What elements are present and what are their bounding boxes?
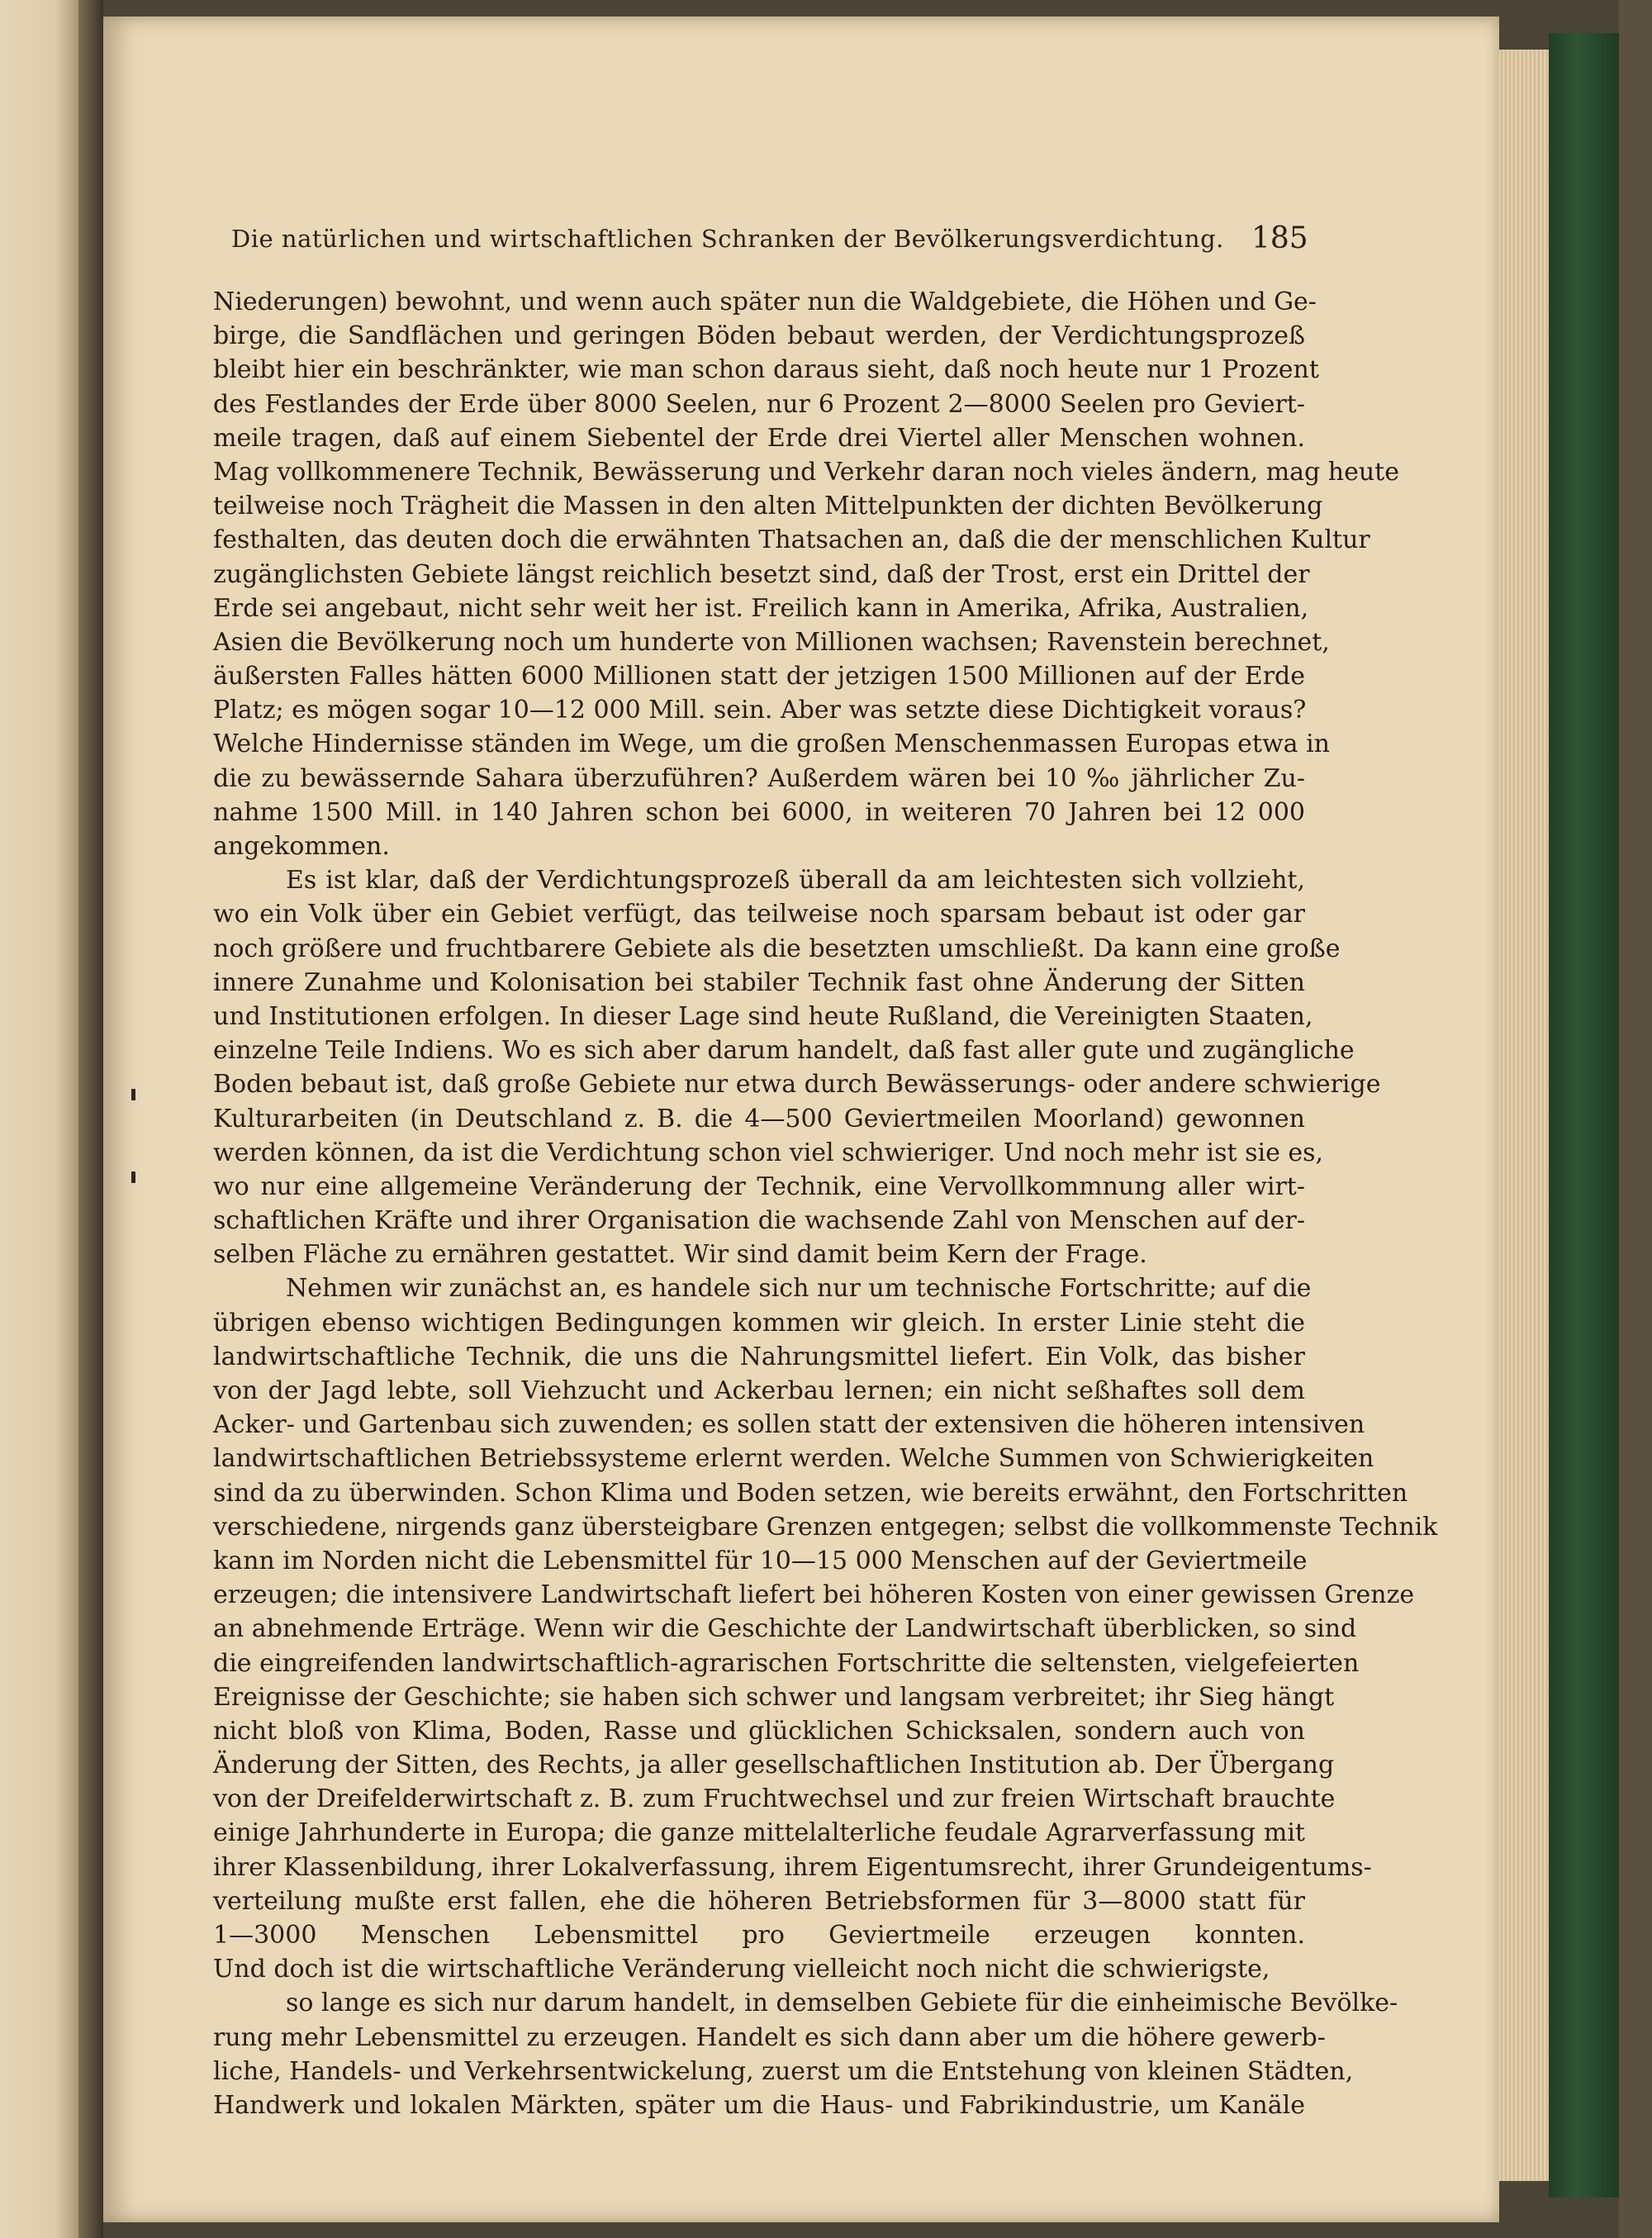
paragraph-start: so lange es sich nur darum handelt, in demselben Gebiete für die einheimische Bevölke-: [286, 1989, 1398, 2018]
text-line: wo nur eine allgemeine Veränderung der Technik, eine Vervollkommnung aller wirt-: [213, 1171, 1305, 1201]
text-line: festhalten, das deuten doch die erwähnten Thatsachen an, daß die der menschlichen Kultur: [213, 525, 1370, 555]
paragraph-start: Es ist klar, daß der Verdichtungsprozeß überall da am leichtesten sich vollzieht,: [286, 866, 1305, 896]
text-line: bleibt hier ein beschränkter, wie man schon daraus sieht, daß noch heute nur 1 Prozent: [213, 355, 1319, 385]
text-line: ihrer Klassenbildung, ihrer Lokalverfassung, ihrem Eigentumsrecht, ihrer Grundeigentums-: [213, 1852, 1372, 1882]
page-number: 185: [1251, 221, 1308, 255]
text-line: Niederungen) bewohnt, und wenn auch später nun die Waldgebiete, die Höhen und Ge-: [213, 287, 1317, 316]
text-line: Ereignisse der Geschichte; sie haben sich schwer und langsam verbreitet; ihr Sieg hängt: [213, 1682, 1335, 1712]
text-line: noch größere und fruchtbarere Gebiete als die besetzten umschließt. Da kann eine große: [213, 934, 1341, 963]
text-line: Platz; es mögen sogar 10—12 000 Mill. sein. Aber was setzte diese Dichtigkeit voraus?: [213, 696, 1307, 725]
margin-mark: [131, 1089, 135, 1100]
text-line: an abnehmende Erträge. Wenn wir die Geschichte der Landwirtschaft überblicken, so sind: [213, 1614, 1357, 1644]
text-line: einige Jahrhunderte in Europa; die ganze mittelalterliche feudale Agrarverfassung mit: [213, 1818, 1305, 1848]
text-line: übrigen ebenso wichtigen Bedingungen kommen wir gleich. In erster Linie steht die: [213, 1308, 1305, 1338]
text-line: birge, die Sandflächen und geringen Böden bebaut werden, der Verdichtungsprozeß: [213, 321, 1305, 351]
text-line: Handwerk und lokalen Märkten, später um die Haus- und Fabrikindustrie, um Kanäle: [213, 2090, 1305, 2120]
running-head: [0, 221, 1652, 261]
text-line: wo ein Volk über ein Gebiet verfügt, das teilweise noch sparsam bebaut ist oder gar: [213, 900, 1305, 929]
text-line: Asien die Bevölkerung noch um hunderte von Millionen wachsen; Ravenstein berechnet,: [213, 627, 1330, 657]
text-line: Mag vollkommenere Technik, Bewässerung und Verkehr daran noch vieles ändern, mag heute: [213, 457, 1399, 487]
text-line: einzelne Teile Indiens. Wo es sich aber darum handelt, daß fast aller gute und zugängliche: [213, 1036, 1355, 1066]
text-line: Welche Hindernisse ständen im Wege, um die großen Menschenmassen Europas etwa in: [213, 729, 1330, 759]
text-line: Und doch ist die wirtschaftliche Veränderung vielleicht noch nicht die schwierigste,: [213, 1955, 1270, 1984]
text-line: sind da zu überwinden. Schon Klima und Boden setzen, wie bereits erwähnt, den Fortschritten: [213, 1478, 1408, 1508]
text-line: die zu bewässernde Sahara überzuführen? Außerdem wären bei 10 ‰ jährlicher Zu-: [213, 763, 1305, 793]
text-line: verschiedene, nirgends ganz übersteigbare Grenzen entgegen; selbst die vollkommenste Technik: [213, 1512, 1438, 1542]
text-line: von der Dreifelderwirtschaft z. B. zum Fruchtwechsel und zur freien Wirtschaft brauchte: [213, 1784, 1336, 1814]
text-line: Erde sei angebaut, nicht sehr weit her ist. Freilich kann in Amerika, Afrika, Australien,: [213, 593, 1309, 623]
text-line: nahme 1500 Mill. in 140 Jahren schon bei 6000, in weiteren 70 Jahren bei 12 000: [213, 797, 1305, 827]
text-line: Kulturarbeiten (in Deutschland z. B. die 4—500 Geviertmeilen Moorland) gewonnen: [213, 1104, 1305, 1133]
text-line: die eingreifenden landwirtschaftlich-agrarischen Fortschritte die seltensten, vielgefeierten: [213, 1648, 1360, 1678]
text-line: Boden bebaut ist, daß große Gebiete nur etwa durch Bewässerungs- oder andere schwierige: [213, 1070, 1381, 1100]
paragraph-start: Nehmen wir zunächst an, es handele sich nur um technische Fortschritte; auf die: [286, 1274, 1312, 1304]
text-line: landwirtschaftliche Technik, die uns die Nahrungsmittel liefert. Ein Volk, das bisher: [213, 1342, 1305, 1371]
text-line: teilweise noch Trägheit die Massen in den alten Mittelpunkten der dichten Bevölkerung: [213, 492, 1323, 521]
text-line: werden können, da ist die Verdichtung schon viel schwieriger. Und noch mehr ist sie es,: [213, 1138, 1324, 1167]
margin-mark: [131, 1171, 135, 1183]
text-line: nicht bloß von Klima, Boden, Rasse und glücklichen Schicksalen, sondern auch von: [213, 1716, 1305, 1746]
text-line: Änderung der Sitten, des Rechts, ja aller gesellschaftlichen Institution ab. Der Übergang: [213, 1751, 1335, 1780]
text-line: [213, 2122, 1305, 2156]
text-line: schaftlichen Kräfte und ihrer Organisation die wachsende Zahl von Menschen auf der-: [213, 1206, 1305, 1236]
text-line: des Festlandes der Erde über 8000 Seelen, nur 6 Prozent 2—8000 Seelen pro Geviert-: [213, 389, 1305, 419]
text-line: zugänglichsten Gebiete längst reichlich besetzt sind, daß der Trost, erst ein Drittel der: [213, 559, 1310, 589]
text-line: verteilung mußte erst fallen, ehe die höheren Betriebsformen für 3—8000 statt für: [213, 1886, 1305, 1916]
text-line: äußersten Falles hätten 6000 Millionen statt der jetzigen 1500 Millionen auf der Erde: [213, 662, 1305, 691]
text-line: selben Fläche zu ernähren gestattet. Wir sind damit beim Kern der Frage.: [213, 1240, 1147, 1270]
text-line: von der Jagd lebte, soll Viehzucht und Ackerbau lernen; ein nicht seßhaftes soll dem: [213, 1376, 1305, 1405]
text-line: Acker- und Gartenbau sich zuwenden; es sollen statt der extensiven die höheren intensiven: [213, 1410, 1365, 1440]
page-edges: [1499, 50, 1549, 2181]
text-line: kann im Norden nicht die Lebensmittel für 10—15 000 Menschen auf der Geviertmeile: [213, 1546, 1308, 1575]
body-text: [213, 285, 1438, 2156]
text-line: meile tragen, daß auf einem Siebentel der Erde drei Viertel aller Menschen wohnen.: [213, 423, 1305, 453]
book-cover: [1549, 33, 1619, 2198]
text-line: und Institutionen erfolgen. In dieser Lage sind heute Rußland, die Vereinigten Staaten,: [213, 1001, 1313, 1031]
text-line: landwirtschaftlichen Betriebssysteme erlernt werden. Welche Summen von Schwierigkeiten: [213, 1444, 1374, 1474]
text-line: erzeugen; die intensivere Landwirtschaft liefert bei höheren Kosten von einer gewissen Grenze: [213, 1580, 1415, 1610]
text-line: rung mehr Lebensmittel zu erzeugen. Handelt es sich dann aber um die höhere gewerb-: [213, 2022, 1326, 2052]
background-edge: [1619, 0, 1652, 2238]
running-title: Die natürlichen und wirtschaftlichen Schranken der Bevölkerungsverdichtung.: [231, 225, 1224, 253]
text-line: innere Zunahme und Kolonisation bei stabiler Technik fast ohne Änderung der Sitten: [213, 967, 1305, 997]
text-line: 1—3000 Menschen Lebensmittel pro Geviertmeile erzeugen konnten.: [213, 1921, 1305, 1950]
text-line: liche, Handels- und Verkehrsentwickelung, zuerst um die Entstehung von kleinen Städten,: [213, 2056, 1354, 2086]
text-line: angekommen.: [213, 832, 390, 861]
book-gutter: [78, 0, 103, 2238]
facing-page-edge: [0, 0, 78, 2238]
